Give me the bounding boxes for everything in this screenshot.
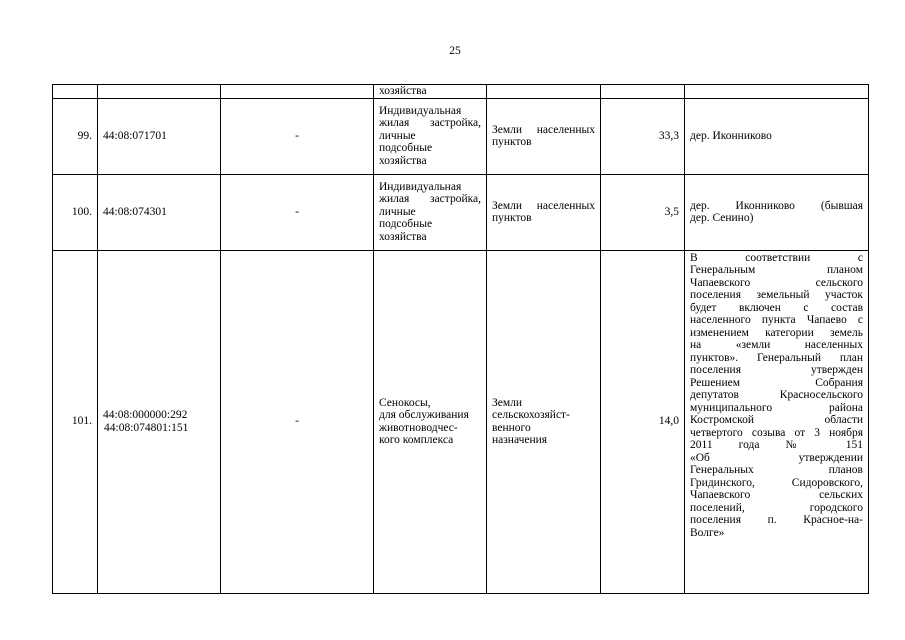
cell-dash: - <box>221 174 374 250</box>
use-line: Сенокосы, <box>379 396 431 409</box>
category-line: венного <box>492 421 531 434</box>
location-note-line: четвертого созыва от 3 ноября <box>690 426 863 439</box>
cadastral-number: 44:08:071701 <box>103 129 167 142</box>
cell-area <box>601 85 685 99</box>
cell-num: 100. <box>53 174 98 250</box>
use-line: Индивидуальная <box>379 104 462 117</box>
cell-location <box>685 98 869 174</box>
location-line: дер. Иконниково (бывшая <box>690 199 863 212</box>
location-note-line: на «земли населенных <box>690 339 863 351</box>
cell-location <box>685 174 869 250</box>
use-line: личные <box>379 205 416 218</box>
category-line: Земли населенных <box>492 199 595 212</box>
location-note-line: Костромской области <box>690 414 863 426</box>
category-line: пунктов <box>492 136 532 148</box>
location-note-line: Чапаевского сельских <box>690 489 863 501</box>
cell-category <box>487 98 601 174</box>
use-line: жилая застройка, <box>379 117 481 130</box>
use-line: для обслуживания <box>379 409 469 421</box>
cell-area: 3,5 <box>601 174 685 250</box>
category-line: Земли <box>492 396 523 409</box>
use-line: подсобные <box>379 142 433 155</box>
cell-cadastral <box>98 250 221 593</box>
cadastral-number: 44:08:074801:151 <box>104 421 189 434</box>
use-line: хозяйства <box>379 154 427 167</box>
location-note-line: Чапаевского сельского <box>690 276 863 289</box>
page-number: 25 <box>449 45 461 57</box>
cell-location-note <box>685 250 869 593</box>
table-row <box>53 174 869 250</box>
location-line: дер. Иконниково <box>690 129 772 142</box>
use-line: жилая застройка, <box>379 193 481 206</box>
location-note-line: будет включен с состав <box>690 301 863 314</box>
cell-dash: - <box>221 98 374 174</box>
location-note-line: 2011 года № 151 <box>690 439 863 451</box>
location-note-line: поселения утвержден <box>690 364 863 376</box>
location-note-line: В соответствии с <box>690 251 863 264</box>
cadastral-number: 44:08:000000:292 <box>103 409 188 421</box>
cell-cadastral <box>98 85 221 99</box>
cell-category <box>487 85 601 99</box>
cell-category <box>487 250 601 593</box>
cell-location <box>685 85 869 99</box>
use-line: подсобные <box>379 218 433 231</box>
use-line: кого комплекса <box>379 434 454 446</box>
location-note-line: поселения земельный участок <box>690 289 863 301</box>
cell-dash <box>221 85 374 99</box>
use-line: животноводчес- <box>379 421 458 434</box>
table-row <box>53 250 869 593</box>
category-line: сельскохозяйст- <box>492 409 570 421</box>
use-line: хозяйства <box>379 230 427 243</box>
table-row <box>53 98 869 174</box>
cell-area: 14,0 <box>601 250 685 593</box>
use-line: личные <box>379 129 416 142</box>
category-line: пунктов <box>492 212 532 224</box>
location-note-line: поселения п. Красное-на- <box>690 514 863 526</box>
cadastral-number: 44:08:074301 <box>103 205 167 218</box>
table-row-continuation <box>53 85 869 99</box>
location-note-line: изменением категории земель <box>690 326 863 339</box>
cell-category <box>487 174 601 250</box>
location-note-line: населенного пункта Чапаево с <box>690 314 863 326</box>
location-note-line: Гридинского, Сидоровского, <box>690 476 863 489</box>
use-line: Индивидуальная <box>379 180 462 193</box>
category-line: Земли населенных <box>492 123 595 136</box>
cell-num <box>53 85 98 99</box>
cell-use <box>374 174 487 250</box>
location-note-line: муниципального района <box>690 401 863 414</box>
cell-num: 101. <box>53 250 98 593</box>
cell-use: хозяйства <box>374 85 487 99</box>
location-note-line: Генеральным планом <box>690 264 863 276</box>
location-note-line: Решением Собрания <box>690 376 863 389</box>
cell-cadastral <box>98 174 221 250</box>
location-note-line: поселений, городского <box>690 501 863 514</box>
cell-dash: - <box>221 250 374 593</box>
cell-num: 99. <box>53 98 98 174</box>
cell-cadastral <box>98 98 221 174</box>
land-plots-table <box>52 84 869 594</box>
category-line: назначения <box>492 434 548 446</box>
location-line: дер. Сенино) <box>690 212 754 224</box>
location-note-line: «Об утверждении <box>690 451 863 464</box>
location-note-line: депутатов Красносельского <box>690 389 863 401</box>
cell-use <box>374 98 487 174</box>
cell-area: 33,3 <box>601 98 685 174</box>
location-note-line: пунктов». Генеральный план <box>690 351 863 364</box>
location-note-line: Волге» <box>690 526 725 539</box>
cell-use <box>374 250 487 593</box>
location-note-line: Генеральных планов <box>690 464 863 476</box>
